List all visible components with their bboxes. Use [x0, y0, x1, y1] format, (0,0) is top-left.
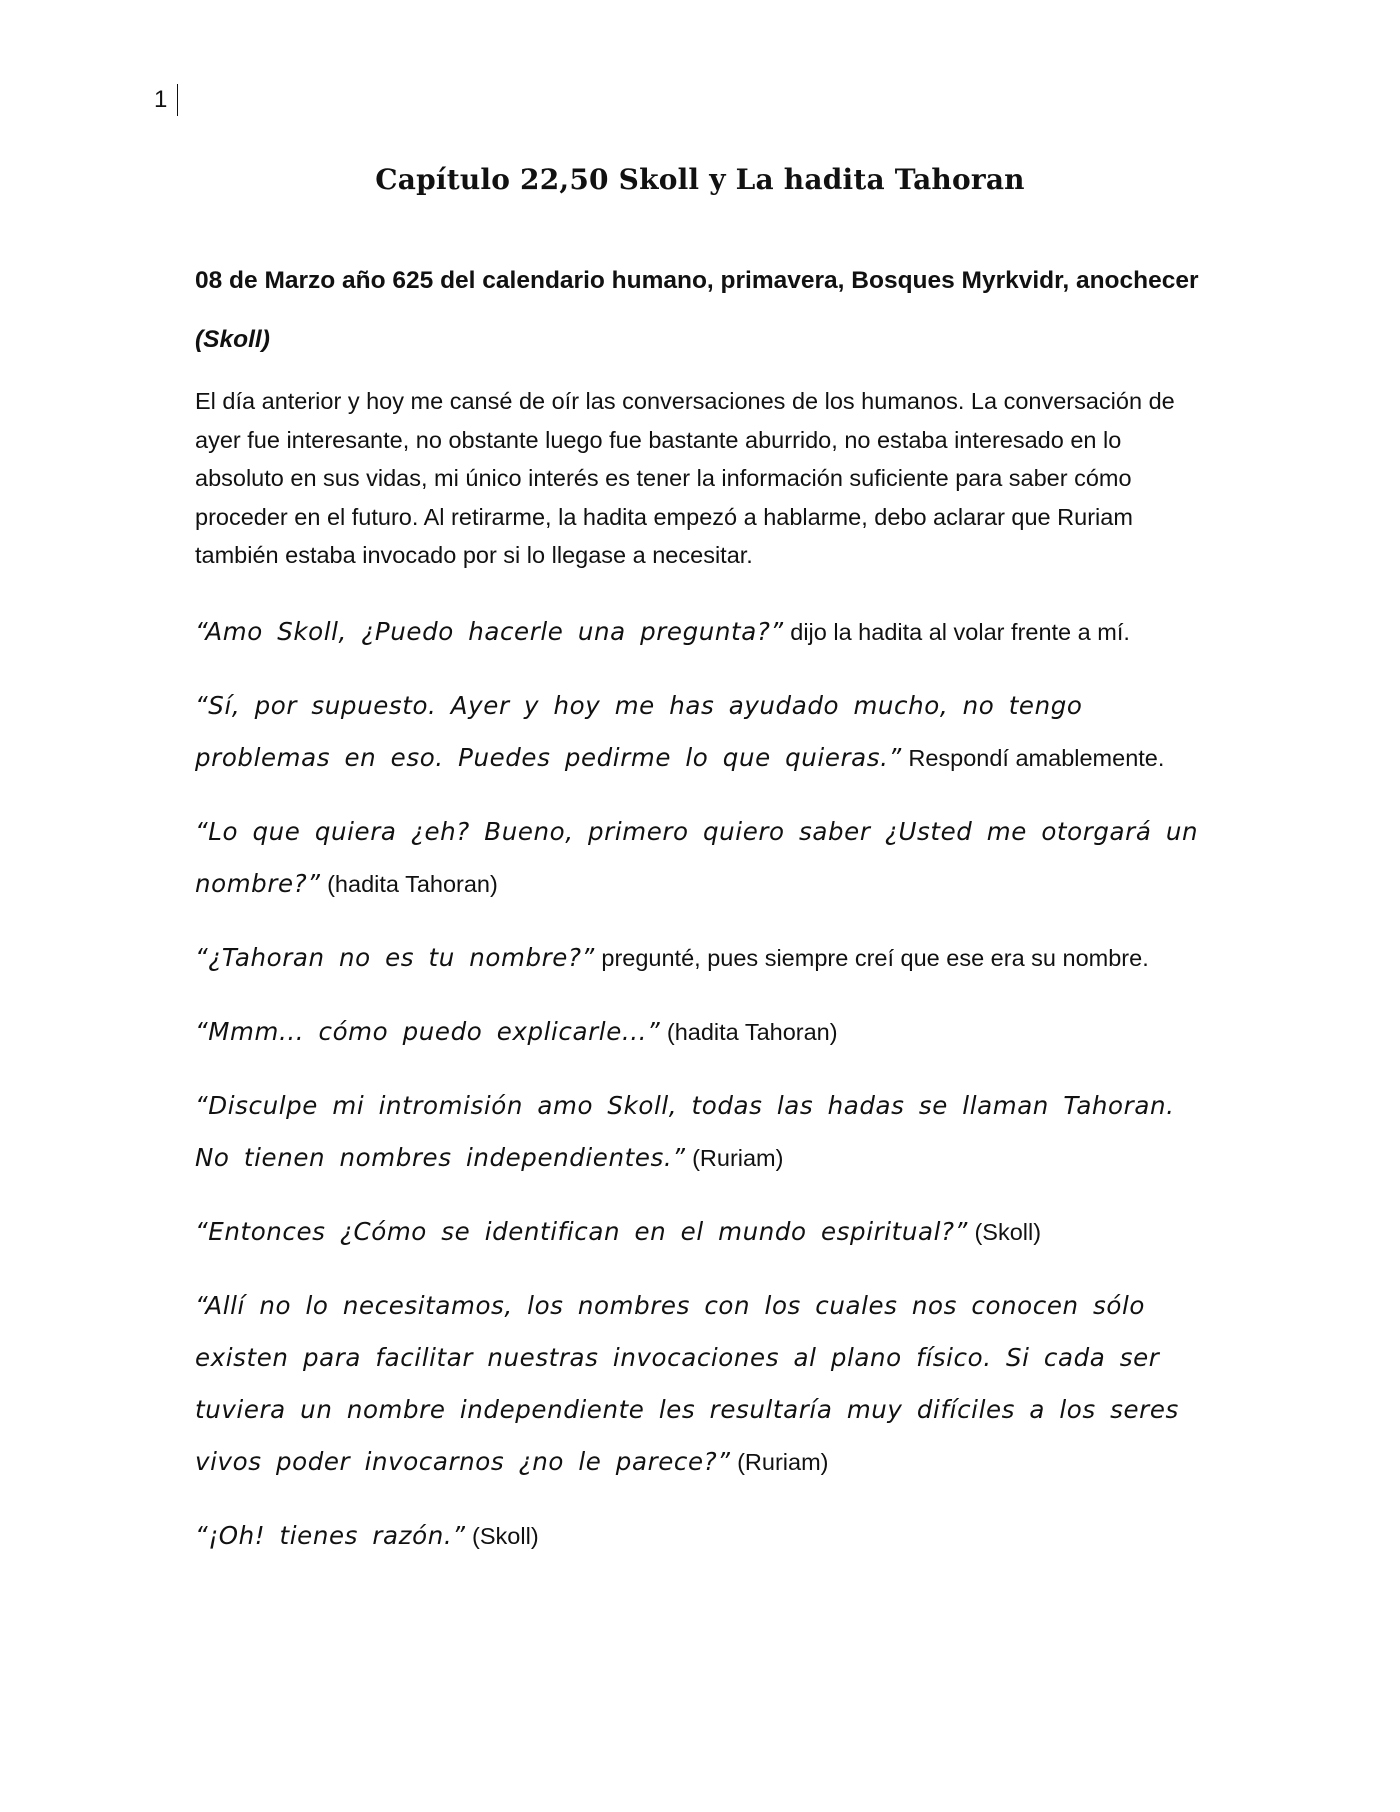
dialogue-paragraph [195, 1206, 1205, 1258]
dialogue-tag: (hadita Tahoran) [320, 870, 498, 897]
dialogue-paragraph [195, 680, 1205, 784]
page-number: 1 [154, 84, 178, 116]
dialogue-speech: “Amo Skoll, ¿Puedo hacerle una pregunta?” [195, 616, 784, 646]
point-of-view-label: (Skoll) [195, 326, 270, 353]
chapter-title: Capítulo 22,50 Skoll y La hadita Tahoran [375, 163, 1025, 196]
document-body [195, 264, 1205, 1584]
dialogue-tag: pregunté, pues siempre creí que ese era su nombre. [594, 944, 1149, 971]
dialogue-paragraph [195, 1280, 1205, 1488]
dialogue-paragraph [195, 606, 1205, 658]
dialogue-speech: “Allí no lo necesitamos, los nombres con los cuales nos conocen sólo existen para facilitar nuestras invocaciones al plano físico. Si cada ser tuviera un nombre independiente les resultaría muy difíciles a los seres vivos poder invocarnos ¿no le parece?” [195, 1290, 1179, 1476]
dialogue-tag: dijo la hadita al volar frente a mí. [783, 618, 1130, 645]
dialogue-speech: “¡Oh! tienes razón.” [195, 1520, 466, 1550]
dialogue-speech: “Sí, por supuesto. Ayer y hoy me has ayudado mucho, no tengo problemas en eso. Puedes pedirme lo que quieras.” [195, 690, 1083, 772]
dialogue-paragraph [195, 806, 1205, 910]
date-location-heading: 08 de Marzo año 625 del calendario humano, primavera, Bosques Myrkvidr, anochecer [195, 267, 1199, 294]
dialogue-speech: “Mmm... cómo puedo explicarle...” [195, 1016, 661, 1046]
dialogue-tag: (Ruriam) [685, 1144, 784, 1171]
dialogue-speech: “¿Tahoran no es tu nombre?” [195, 942, 595, 972]
dialogue-paragraph [195, 1080, 1205, 1184]
dialogue-speech: “Disculpe mi intromisión amo Skoll, todas las hadas se llaman Tahoran. No tienen nombres independientes.” [195, 1090, 1175, 1172]
dialogue-tag: (hadita Tahoran) [660, 1018, 838, 1045]
narration-paragraph: El día anterior y hoy me cansé de oír las conversaciones de los humanos. La conversación de ayer fue interesante, no obstante luego fue bastante aburrido, no estaba interesado en lo absoluto en sus vidas, mi único interés es tener la información suficiente para saber cómo proceder en el futuro. Al retirarme, la hadita empezó a hablarme, debo aclarar que Ruriam también estaba invocado por si lo llegase a necesitar. [195, 388, 1175, 568]
dialogue-tag: (Ruriam) [730, 1448, 829, 1475]
dialogue-tag: (Skoll) [967, 1218, 1042, 1245]
dialogue-paragraph [195, 1510, 1205, 1562]
dialogue-tag: (Skoll) [465, 1522, 539, 1549]
dialogue-paragraph [195, 1006, 1205, 1058]
dialogue-speech: “Entonces ¿Cómo se identifican en el mundo espiritual?” [195, 1216, 968, 1246]
dialogue-tag: Respondí amablemente. [901, 744, 1165, 771]
dialogue-paragraph [195, 932, 1205, 984]
dialogue-speech: “Lo que quiera ¿eh? Bueno, primero quiero saber ¿Usted me otorgará un nombre?” [195, 816, 1199, 898]
